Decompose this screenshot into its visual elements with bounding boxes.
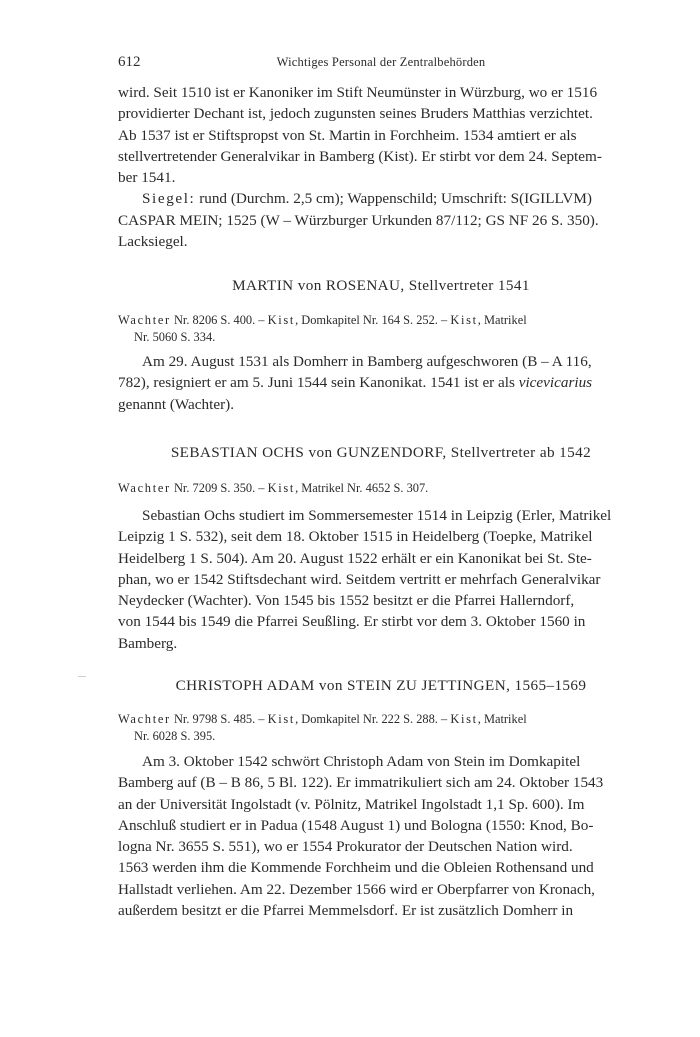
text-line: genannt (Wachter). (118, 395, 234, 413)
running-title: Wichtiges Personal der Zentralbehörden (276, 55, 486, 69)
text-line: Leipzig 1 S. 532), seit dem 18. Oktober 1515 in Heidelberg (Toepke, Matrikel (118, 528, 593, 546)
italic-term: vicevicarius (518, 374, 593, 392)
text-line: ber 1541. (118, 169, 176, 187)
ref-text: , Matrikel Nr. 4652 S. 307. (295, 481, 429, 495)
entry-references (118, 711, 644, 745)
text-line: phan, wo er 1542 Stiftsdechant wird. Seitdem vertritt er mehrfach Generalvikar (118, 570, 601, 588)
ref-author: Kist (450, 313, 478, 327)
ref-author: Wachter (118, 481, 171, 495)
seal-label: Siegel: (142, 190, 196, 208)
ref-author: Kist (450, 712, 478, 726)
seal-text: rund (Durchm. 2,5 cm); Wappenschild; Umschrift: S(IGILLVM) (195, 190, 592, 208)
ref-author: Kist (267, 712, 296, 726)
ref-text: Nr. 7209 S. 350. – (170, 481, 268, 495)
text-line: Bamberg auf (B – B 86, 5 Bl. 122). Er immatrikuliert sich am 24. Oktober 1543 (118, 774, 604, 792)
text-line: Anschluß studiert er in Padua (1548 August 1) und Bologna (1550: Knod, Bo- (118, 816, 594, 834)
intro-paragraph (118, 82, 644, 252)
text-line (118, 372, 644, 393)
text-line: an der Universität Ingolstadt (v. Pölnitz, Matrikel Ingolstadt 1,1 Sp. 600). Im (118, 795, 585, 813)
ref-author: Kist (267, 481, 296, 495)
text-span: 782), resigniert er am 5. Juni 1544 sein Kanonikat. 1541 ist er als (118, 374, 519, 392)
text-line: 1563 werden ihm die Kommende Forchheim und die Obleien Rothensand und (118, 859, 594, 877)
text-line: Am 29. August 1531 als Domherr in Bamberg aufgeschworen (B – A 116, (142, 353, 592, 370)
text-line: Neydecker (Wachter). Von 1545 bis 1552 besitzt er die Pfarrei Hallerndorf, (118, 592, 575, 610)
entry-heading: MARTIN von ROSENAU, Stellvertreter 1541 (232, 277, 530, 294)
text-line: Hallstadt verliehen. Am 22. Dezember 1566 wird er Oberpfarrer von Kronach, (118, 880, 595, 898)
ref-text: , Domkapitel Nr. 164 S. 252. – (295, 313, 451, 327)
margin-mark (78, 676, 86, 677)
ref-continuation: Nr. 5060 S. 334. (134, 330, 216, 344)
ref-author: Kist (267, 313, 296, 327)
entry-body (118, 751, 644, 921)
text-line: Heidelberg 1 S. 504). Am 20. August 1522 erhält er ein Kanonikat bei St. Ste- (118, 549, 592, 567)
entry-body (118, 505, 644, 654)
text-line: Ab 1537 ist er Stiftspropst von St. Martin in Forchheim. 1534 amtiert er als (118, 126, 577, 144)
ref-author: Wachter (118, 313, 171, 327)
ref-text: , Matrikel (477, 313, 527, 327)
ref-text: , Domkapitel Nr. 222 S. 288. – (295, 712, 451, 726)
page-number: 612 (118, 54, 141, 70)
text-line: von 1544 bis 1549 die Pfarrei Seußling. Er stirbt vor dem 3. Oktober 1560 in (118, 613, 586, 631)
seal-line (118, 188, 644, 209)
ref-author: Wachter (118, 712, 171, 726)
text-line: logna Nr. 3655 S. 551), wo er 1554 Prokurator der Deutschen Nation wird. (118, 838, 573, 856)
text-line: Lacksiegel. (118, 233, 188, 251)
text-line: Am 3. Oktober 1542 schwört Christoph Adam von Stein im Domkapitel (142, 753, 581, 770)
text-line: stellvertretender Generalvikar in Bamberg (Kist). Er stirbt vor dem 24. Septem- (118, 147, 602, 165)
text-line: Sebastian Ochs studiert im Sommersemester 1514 in Leipzig (Erler, Matrikel (142, 507, 612, 524)
entry-heading: SEBASTIAN OCHS von GUNZENDORF, Stellvertreter ab 1542 (170, 444, 592, 461)
ref-text: Nr. 9798 S. 485. – (170, 712, 268, 726)
entry-heading: CHRISTOPH ADAM von STEIN ZU JETTINGEN, 1565–1569 (175, 677, 587, 694)
ref-continuation: Nr. 6028 S. 395. (134, 729, 216, 743)
text-line: Bamberg. (118, 634, 178, 652)
text-line: providierter Dechant ist, jedoch zugunsten seines Bruders Matthias verzichtet. (118, 105, 593, 123)
entry-references (118, 312, 644, 346)
text-line: wird. Seit 1510 ist er Kanoniker im Stift Neumünster in Würzburg, wo er 1516 (118, 84, 598, 101)
text-line: CASPAR MEIN; 1525 (W – Würzburger Urkunden 87/112; GS NF 26 S. 350). (118, 211, 599, 229)
entry-references (118, 480, 644, 497)
page-header (118, 54, 644, 74)
ref-text: Nr. 8206 S. 400. – (170, 313, 268, 327)
text-line: außerdem besitzt er die Pfarrei Memmelsdorf. Er ist zusätzlich Domherr in (118, 902, 574, 920)
ref-text: , Matrikel (477, 712, 527, 726)
entry-body (118, 351, 644, 415)
